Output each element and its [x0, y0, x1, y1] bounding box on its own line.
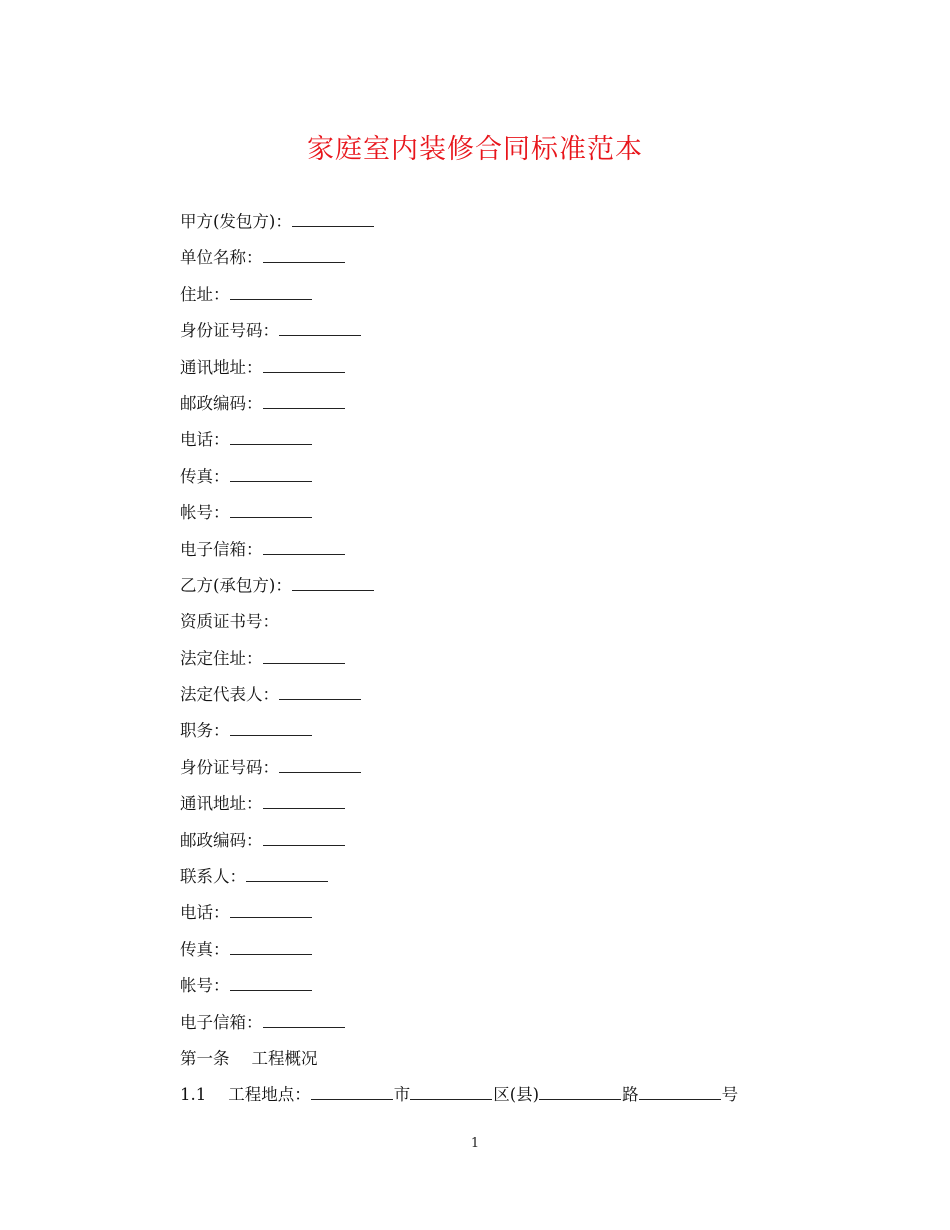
party-a-id-label: 身份证号码： [180, 321, 279, 341]
party-b-email-label: 电子信箱： [180, 1012, 263, 1032]
party-b-contact-line [180, 859, 880, 895]
party-a-mailing-line [180, 350, 880, 386]
party-b-id-label: 身份证号码： [180, 757, 279, 777]
party-b-fax-line [180, 932, 880, 968]
district-label: 区(县) [493, 1085, 540, 1105]
party-a-blank[interactable] [292, 210, 374, 227]
item-1-1-number: 1.1 [180, 1085, 207, 1105]
number-blank[interactable] [639, 1083, 721, 1100]
party-b-id-line [180, 750, 880, 786]
party-b-phone-label: 电话： [180, 903, 230, 923]
party-a-unit-name-label: 单位名称： [180, 248, 263, 268]
city-blank[interactable] [311, 1083, 393, 1100]
party-b-account-label: 帐号： [180, 976, 230, 996]
article-1-title: 工程概况 [251, 1048, 318, 1068]
party-a-account-label: 帐号： [180, 503, 230, 523]
party-a-fax-label: 传真： [180, 466, 230, 486]
item-1-1-label: 工程地点： [228, 1085, 311, 1105]
party-a-address-blank[interactable] [230, 283, 312, 300]
party-a-postal-label: 邮政编码： [180, 393, 263, 413]
party-b-account-blank[interactable] [230, 974, 312, 991]
party-a-id-line [180, 313, 880, 349]
party-b-mailing-label: 通讯地址： [180, 794, 263, 814]
party-a-postal-line [180, 386, 880, 422]
contract-body [180, 204, 880, 1114]
party-a-email-label: 电子信箱： [180, 539, 263, 559]
party-b-legal-address-label: 法定住址： [180, 648, 263, 668]
party-a-phone-label: 电话： [180, 430, 230, 450]
city-label: 市 [393, 1085, 411, 1105]
party-b-qualification-label: 资质证书号： [180, 612, 279, 632]
party-b-id-blank[interactable] [279, 756, 361, 773]
party-b-position-line [180, 713, 880, 749]
party-b-email-blank[interactable] [263, 1011, 345, 1028]
party-b-postal-blank[interactable] [263, 829, 345, 846]
party-a-phone-line [180, 422, 880, 458]
road-label: 路 [622, 1085, 639, 1105]
party-b-mailing-blank[interactable] [263, 792, 345, 809]
party-a-mailing-blank[interactable] [263, 356, 345, 373]
party-b-email-line [180, 1005, 880, 1041]
party-a-heading: 甲方(发包方)： [180, 212, 292, 231]
article-1-number: 第一条 [180, 1048, 230, 1068]
article-1-heading-line [180, 1041, 880, 1077]
party-b-legal-address-line [180, 641, 880, 677]
number-label: 号 [721, 1085, 739, 1105]
road-blank[interactable] [539, 1083, 621, 1100]
document-title: 家庭室内装修合同标准范本 [307, 134, 643, 165]
party-b-legal-rep-blank[interactable] [279, 683, 361, 700]
party-b-fax-blank[interactable] [230, 938, 312, 955]
party-a-email-line [180, 532, 880, 568]
party-a-fax-line [180, 459, 880, 495]
party-b-fax-label: 传真： [180, 939, 230, 959]
party-b-contact-blank[interactable] [246, 865, 328, 882]
party-a-fax-blank[interactable] [230, 465, 312, 482]
party-a-mailing-label: 通讯地址： [180, 357, 263, 377]
party-b-postal-line [180, 823, 880, 859]
party-a-account-line [180, 495, 880, 531]
page-number: 1 [470, 1136, 480, 1151]
party-b-phone-line [180, 895, 880, 931]
party-b-phone-blank[interactable] [230, 901, 312, 918]
party-b-qualification-line [180, 604, 880, 640]
district-blank[interactable] [410, 1083, 492, 1100]
party-b-position-label: 职务： [180, 721, 230, 741]
party-b-position-blank[interactable] [230, 719, 312, 736]
party-a-heading-line [180, 204, 880, 240]
party-a-id-blank[interactable] [279, 319, 361, 336]
party-a-email-blank[interactable] [263, 538, 345, 555]
party-a-address-line [180, 277, 880, 313]
party-b-account-line [180, 968, 880, 1004]
party-a-phone-blank[interactable] [230, 428, 312, 445]
party-b-legal-address-blank[interactable] [263, 647, 345, 664]
party-b-legal-rep-line [180, 677, 880, 713]
party-a-postal-blank[interactable] [263, 392, 345, 409]
party-b-postal-label: 邮政编码： [180, 830, 263, 850]
party-b-contact-label: 联系人： [180, 867, 246, 887]
party-b-heading: 乙方(承包方)： [180, 575, 292, 595]
party-a-unit-name-blank[interactable] [263, 246, 345, 263]
item-1-1-line [180, 1077, 880, 1113]
party-b-legal-rep-label: 法定代表人： [180, 685, 279, 705]
party-b-heading-line [180, 568, 880, 604]
party-a-unit-name-line [180, 240, 880, 276]
party-a-address-label: 住址： [180, 284, 230, 304]
party-b-blank[interactable] [292, 574, 374, 591]
party-a-account-blank[interactable] [230, 501, 312, 518]
party-b-mailing-line [180, 786, 880, 822]
